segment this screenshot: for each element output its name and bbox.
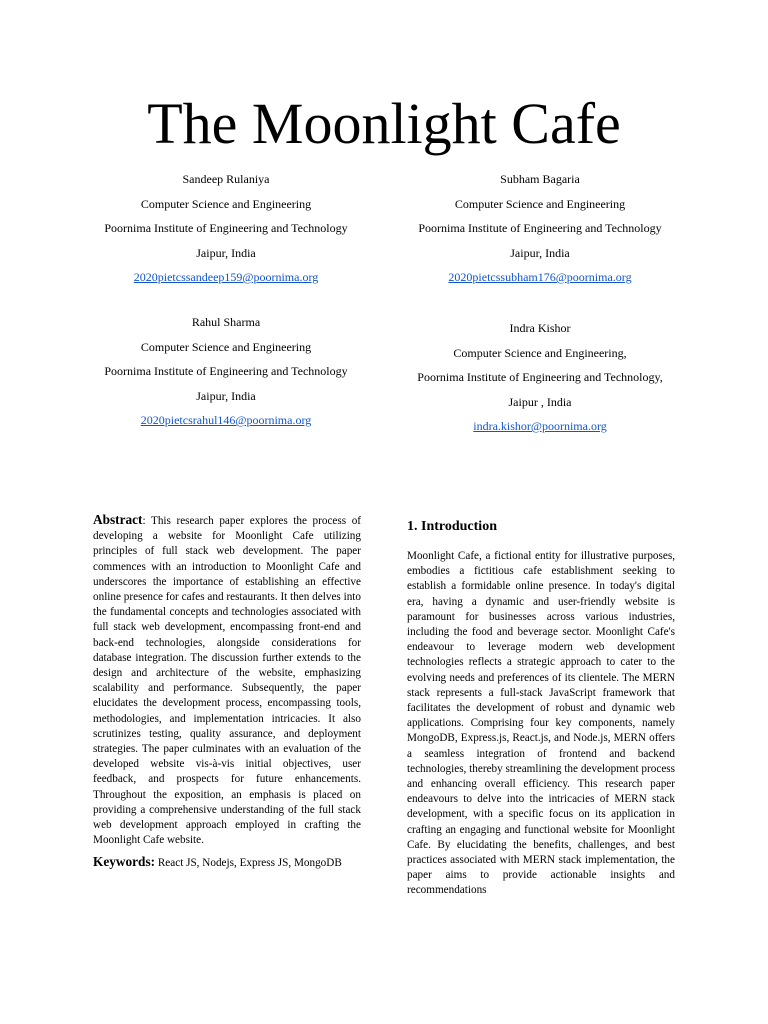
abstract-paragraph [93, 512, 361, 848]
author-institute: Poornima Institute of Engineering and Technology [104, 221, 348, 235]
author-email-link[interactable]: indra.kishor@poornima.org [473, 419, 607, 433]
author-department: Computer Science and Engineering, [453, 345, 627, 360]
section-heading-introduction: 1. Introduction [407, 519, 497, 534]
keywords-paragraph [93, 854, 361, 871]
author-block [76, 310, 376, 433]
author-department: Computer Science and Engineering [140, 196, 312, 211]
abstract-heading: Abstract [93, 512, 143, 527]
author-name: Subham Bagaria [500, 172, 580, 186]
author-block [390, 316, 690, 439]
author-block [390, 167, 690, 290]
author-email-link[interactable]: 2020pietcsrahul146@poornima.org [140, 413, 312, 427]
author-email-link[interactable]: 2020pietcssubham176@poornima.org [448, 270, 632, 284]
paper-title: The Moonlight Cafe [147, 91, 621, 156]
author-institute: Poornima Institute of Engineering and Technology [418, 221, 662, 235]
author-institute: Poornima Institute of Engineering and Technology, [417, 370, 663, 384]
author-block [76, 167, 376, 290]
author-email-link[interactable]: 2020pietcssandeep159@poornima.org [133, 270, 319, 284]
right-column [407, 512, 675, 899]
author-name: Sandeep Rulaniya [182, 172, 270, 186]
author-location: Jaipur, India [196, 388, 256, 403]
abstract-text: This research paper explores the process of developing a website for Moonlight Cafe utilizing principles of full stack web development. The paper commences with an introduction to Moonlight Cafe and underscores the importance of establishing an effective online presence for cafes and restaurants. It then delves into the fundamental concepts and technologies associated with full stack web development, encompassing front-end and back-end technologies, alongside considerations for database integration. The discussion further extends to the design and architecture of the website, emphasizing scalability and performance. Subsequently, the paper elucidates the development process, encompassing tools, methodologies, and implementation intricacies. It also scrutinizes testing, quality assurance, and deployment strategies. The paper culminates with an evaluation of the developed website vis-à-vis initial objectives, user feedback, and prospects for future enhancements. Throughout the exposition, an emphasis is placed on providing a comprehensive understanding of the full stack web development approach employed in crafting the Moonlight Cafe website. [93, 515, 362, 847]
left-column [93, 512, 361, 872]
author-department: Computer Science and Engineering [140, 339, 312, 354]
author-location: Jaipur, India [196, 245, 256, 260]
author-location: Jaipur, India [510, 245, 570, 260]
abstract-separator: : [142, 515, 151, 527]
author-department: Computer Science and Engineering [454, 196, 626, 211]
author-name: Indra Kishor [509, 321, 571, 335]
author-name: Rahul Sharma [191, 315, 261, 329]
keywords-heading: Keywords: [93, 854, 156, 870]
author-institute: Poornima Institute of Engineering and Technology [104, 364, 348, 378]
keywords-text: React JS, Nodejs, Express JS, MongoDB [157, 857, 342, 870]
introduction-text: Moonlight Cafe, a fictional entity for illustrative purposes, embodies a fictitious cafe establishment seeking to establish a formidable online presence. In today's digital era, having a dynamic and user-friendly website is paramount for businesses across various industries, including the food and beverage sector. Moonlight Cafe's endeavour to leverage modern web development technologies reflects a strategic approach to cater to the evolving needs and preferences of its clientele. The MERN stack represents a full-stack JavaScript framework that facilitates the development of robust and dynamic web applications. Comprising four key components, namely MongoDB, Express.js, React.js, and Node.js, MERN offers a seamless integration of frontend and backend technologies, thereby streamlining the development process and enhancing overall efficiency. This research paper endeavours to delve into the intricacies of MERN stack development, with a specific focus on its application in crafting an engaging and functional website for Moonlight Cafe. By elucidating the benefits, challenges, and best practices associated with MERN stack implementation, the paper aims to provide actionable insights and recommendations [407, 550, 675, 897]
author-location: Jaipur , India [508, 394, 572, 409]
